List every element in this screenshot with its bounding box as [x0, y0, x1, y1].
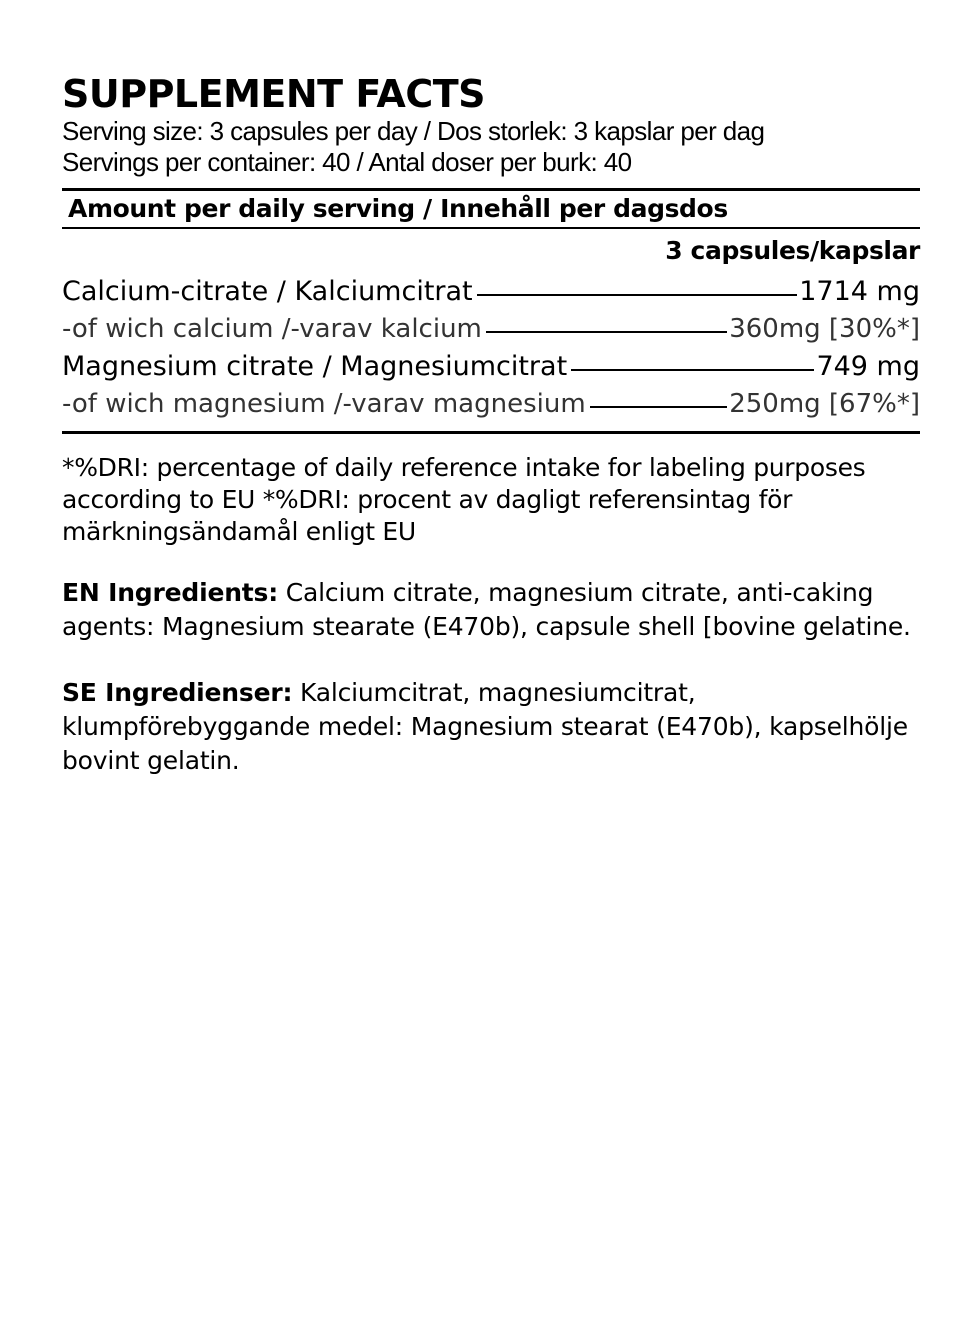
ingredients-en-heading: EN Ingredients: — [62, 578, 279, 607]
column-header: 3 capsules/kapslar — [665, 236, 920, 265]
nutrient-row — [62, 348, 920, 385]
ingredients-se-heading: SE Ingredienser: — [62, 678, 293, 707]
servings-per-container: Servings per container: 40 / Antal doser per burk: 40 — [62, 147, 632, 177]
divider-bottom — [62, 431, 920, 434]
nutrient-row — [62, 385, 920, 423]
ingredients-se-text: Kalciumcitrat, magnesiumcitrat, klumpförebyggande medel: Magnesium stearat (E470b), kapselhölje bovint gelatin. — [62, 678, 908, 775]
leader-line — [571, 369, 814, 371]
nutrient-value: 250mg [67%*] — [729, 389, 920, 419]
nutrient-row — [62, 273, 920, 310]
ingredients-en-text: Calcium citrate, magnesium citrate, anti-caking agents: Magnesium stearate (E470b), capsule shell [bovine gelatine. — [62, 578, 911, 641]
nutrient-value: 1714 mg — [799, 276, 920, 307]
dri-footnote: *%DRI: percentage of daily reference intake for labeling purposes according to EU *%DRI: procent av dagligt referensintag för märkningsändamål enligt EU — [62, 453, 866, 546]
ingredients-se — [62, 676, 920, 778]
nutrient-label: -of wich calcium /-varav kalcium — [62, 314, 482, 344]
leader-line — [486, 331, 727, 333]
nutrient-label: Calcium-citrate / Kalciumcitrat — [62, 276, 473, 307]
serving-size: Serving size: 3 capsules per day / Dos storlek: 3 kapslar per dag — [62, 116, 765, 146]
nutrient-value: 360mg [30%*] — [729, 314, 920, 344]
ingredients-en — [62, 576, 920, 644]
nutrient-label: -of wich magnesium /-varav magnesium — [62, 389, 586, 419]
nutrient-value: 749 mg — [816, 351, 920, 382]
leader-line — [477, 294, 798, 296]
amount-header: Amount per daily serving / Innehåll per dagsdos — [68, 194, 728, 223]
nutrient-label: Magnesium citrate / Magnesiumcitrat — [62, 351, 568, 382]
nutrient-row — [62, 310, 920, 348]
leader-line — [590, 406, 728, 408]
supplement-facts-label — [62, 72, 920, 778]
page-title: SUPPLEMENT FACTS — [62, 72, 486, 116]
